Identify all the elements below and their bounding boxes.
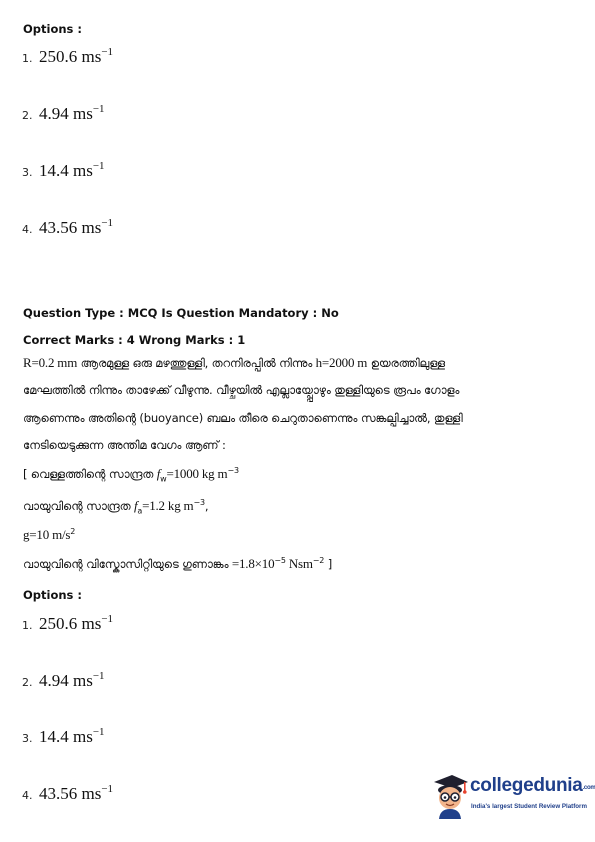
question-line-2: മേഘത്തിൽ നിന്നും താഴേക്ക് വീഴുന്നു. വീഴ്ചയിൽ എല്ലായ്പ്പോഴും തുള്ളിയുടെ രൂപം ഗോളം [23,383,460,397]
option-value: 14.4 $ms^{-1}$ [39,726,105,746]
option-number: 4. [22,223,33,236]
option-number: 2. [22,109,33,122]
option-3[interactable] [22,726,105,747]
option-number: 4. [22,789,33,802]
option-2[interactable] [22,103,105,124]
option-value: 43.56 $ms^{-1}$ [39,783,114,803]
question-line-8: വായുവിന്റെ വിസ്കോസിറ്റിയുടെ ഗുണാങ്കം $=1.8\times 10^{-5}$ Nsm$^{-2}$ ] [23,556,333,571]
options-heading: Options : [23,22,82,36]
student-mascot-icon [430,773,470,819]
option-value: 4.94 $ms^{-1}$ [39,103,105,123]
question-line-7: g=10 $m/s^2$ [23,527,76,542]
option-4[interactable] [22,217,113,238]
question-line-4: നേടിയെടുക്കുന്ന അന്തിമ വേഗം ആണ് : [23,438,226,452]
option-4[interactable] [22,783,113,804]
options-heading: Options : [23,588,82,602]
option-value: 4.94 $ms^{-1}$ [39,670,105,690]
option-value: 250.6 $ms^{-1}$ [39,613,114,633]
option-2[interactable] [22,670,105,691]
option-number: 2. [22,676,33,689]
question-line-5: [ വെള്ളത്തിന്റെ സാന്ദ്രത $f_w=1000$ kg $m^{-3}$ [23,466,239,484]
option-value: 14.4 $ms^{-1}$ [39,160,105,180]
logo-wordmark: collegedunia.com [470,775,595,796]
option-number: 1. [22,619,33,632]
question-type-line: Question Type : MCQ Is Question Mandatory : No [23,306,339,320]
question-line-1: R=0.2 mm ആരമുള്ള ഒരു മഴത്തുള്ളി, തറനിരപ്പിൽ നിന്നും h=2000 m ഉയരത്തിലുള്ള [23,355,446,370]
marks-line: Correct Marks : 4 Wrong Marks : 1 [23,333,246,347]
option-1[interactable] [22,46,113,67]
option-value: 250.6 $ms^{-1}$ [39,46,114,66]
question-line-6: വായുവിന്റെ സാന്ദ്രത $f_a=1.2$ kg $m^{-3}$, [23,498,209,516]
logo-tagline: India's largest Student Review Platform [471,803,587,810]
option-1[interactable] [22,613,113,634]
option-value: 43.56 $ms^{-1}$ [39,217,114,237]
collegedunia-logo[interactable] [430,773,595,823]
question-line-3: ആണെന്നും അതിന്റെ (buoyance) ബലം തീരെ ചെറുതാണെന്നും സങ്കല്പിച്ചാൽ, തുള്ളി [23,411,463,425]
option-number: 3. [22,166,33,179]
option-number: 3. [22,732,33,745]
option-3[interactable] [22,160,105,181]
option-number: 1. [22,52,33,65]
